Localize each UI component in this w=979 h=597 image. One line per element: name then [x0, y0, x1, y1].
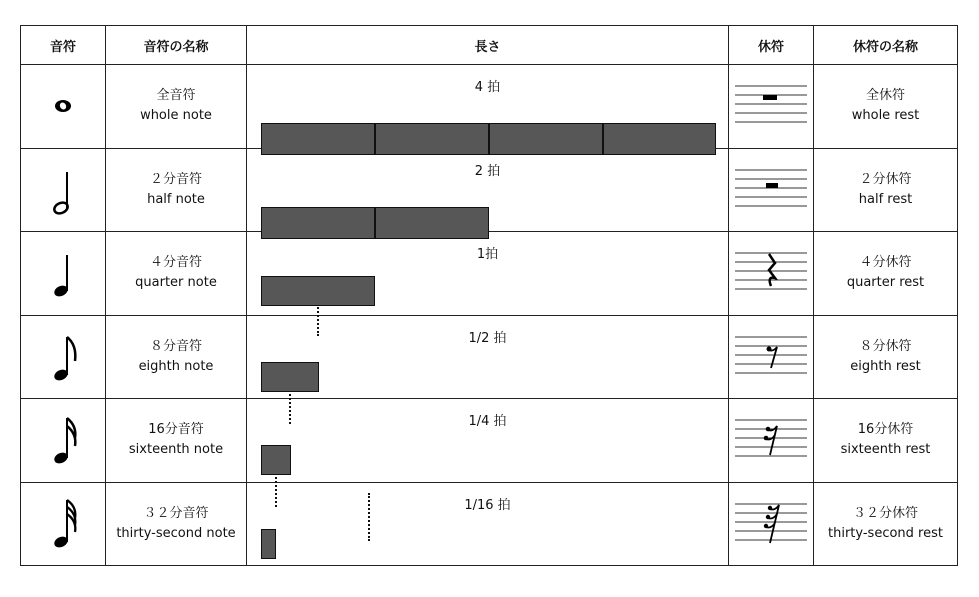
note-cell [21, 65, 106, 149]
table-row [21, 315, 958, 399]
table-row [21, 399, 958, 483]
rest-name-cell [814, 315, 958, 399]
rest-cell [729, 232, 814, 316]
quarter-rest-icon [733, 248, 809, 298]
sixteenth-rest-icon [733, 415, 809, 465]
rest-name-en: eighth rest [850, 358, 921, 374]
table-row [21, 148, 958, 232]
rest-name-en: whole rest [851, 108, 920, 124]
note-name-jp: ２分音符 [149, 171, 202, 187]
rest-name-jp: ４分休符 [859, 255, 912, 271]
header-rest-name: 休符の名称 [814, 26, 958, 65]
whole-note-icon [43, 86, 83, 126]
note-name-jp: ８分音符 [149, 338, 202, 354]
half-note-icon [43, 160, 83, 220]
beats-label: 1/4 拍 [468, 414, 507, 429]
note-name-cell [106, 148, 247, 232]
rest-name-cell [814, 148, 958, 232]
duration-bar [261, 276, 375, 306]
note-name-jp: ３２分音符 [143, 505, 209, 521]
header-row [21, 26, 958, 65]
note-name-en: whole note [140, 108, 212, 124]
note-name-jp: 全音符 [156, 88, 196, 104]
beats-label: 1/2 拍 [468, 330, 507, 346]
rest-name-jp: ３２分休符 [852, 505, 918, 521]
beats-label: 1拍 [476, 247, 499, 262]
whole-rest-icon [733, 81, 809, 131]
header-note-name: 音符の名称 [106, 26, 247, 65]
note-cell [21, 315, 106, 399]
note-name-cell [106, 315, 247, 399]
duration-bar [261, 445, 291, 475]
header-note: 音符 [21, 26, 106, 65]
rest-name-cell [814, 232, 958, 316]
rest-cell [729, 65, 814, 149]
rest-cell [729, 482, 814, 566]
note-name-en: thirty-second note [116, 525, 236, 541]
rest-cell [729, 148, 814, 232]
half-beat-marker [368, 493, 370, 541]
note-name-en: quarter note [135, 275, 217, 291]
sixteenth-note-icon [43, 410, 83, 470]
half-rest-icon [733, 165, 809, 215]
rest-name-en: sixteenth rest [840, 442, 931, 458]
header-rest: 休符 [729, 26, 814, 65]
rest-name-en: quarter rest [846, 275, 925, 291]
rest-name-jp: 全休符 [865, 88, 905, 104]
length-cell [247, 65, 729, 149]
thirty-second-rest-icon [733, 499, 809, 549]
header-length: 長さ [247, 26, 729, 65]
rest-name-en: thirty-second rest [828, 525, 943, 541]
rest-cell [729, 315, 814, 399]
note-name-cell [106, 399, 247, 483]
rest-name-cell [814, 65, 958, 149]
note-name-jp: ４分音符 [149, 255, 202, 271]
note-name-en: half note [147, 191, 205, 207]
beats-label: 2 拍 [474, 163, 501, 179]
length-cell [247, 148, 729, 232]
eighth-note-icon [43, 327, 83, 387]
note-name-cell [106, 232, 247, 316]
rest-name-cell [814, 482, 958, 566]
note-cell [21, 399, 106, 483]
duration-bar [261, 362, 319, 392]
note-values-table [20, 25, 958, 566]
note-name-en: eighth note [138, 358, 214, 374]
note-name-en: sixteenth note [128, 442, 224, 458]
note-name-cell [106, 482, 247, 566]
rest-name-jp: 16分休符 [857, 422, 914, 438]
table-row [21, 482, 958, 566]
length-cell [247, 232, 729, 316]
length-cell [247, 399, 729, 483]
table-row [21, 232, 958, 316]
duration-bar [261, 529, 276, 559]
rest-name-jp: ８分休符 [859, 338, 912, 354]
rest-name-cell [814, 399, 958, 483]
note-name-cell [106, 65, 247, 149]
thirty-second-note-icon [43, 494, 83, 554]
quarter-note-icon [43, 243, 83, 303]
note-cell [21, 148, 106, 232]
note-cell [21, 232, 106, 316]
rest-name-jp: ２分休符 [859, 171, 912, 187]
table-row [21, 65, 958, 149]
rest-name-en: half rest [858, 191, 913, 207]
beats-label: 4 拍 [474, 80, 501, 95]
eighth-rest-icon [733, 332, 809, 382]
beats-label: 1/16 拍 [464, 497, 511, 513]
note-cell [21, 482, 106, 566]
rest-cell [729, 399, 814, 483]
length-cell [247, 482, 729, 566]
length-cell [247, 315, 729, 399]
note-name-jp: 16分音符 [148, 422, 204, 438]
